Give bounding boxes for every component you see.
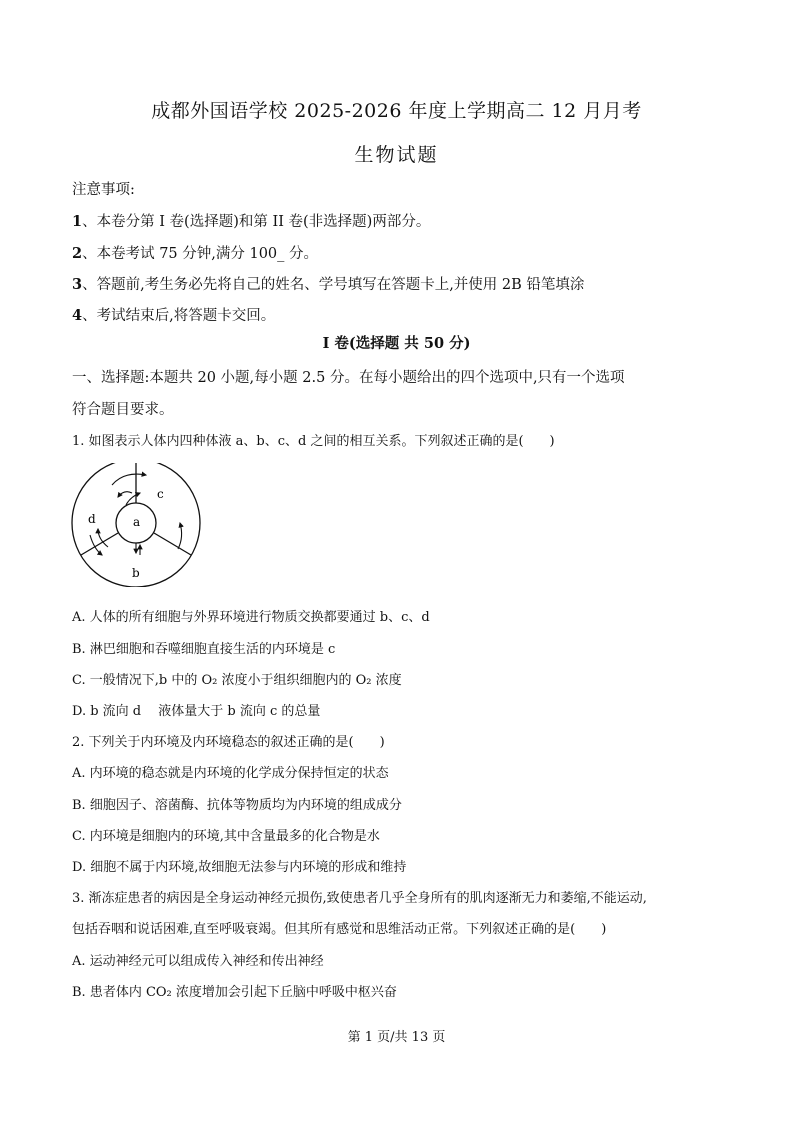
question-1-stem: 1. 如图表示人体内四种体液 a、b、c、d 之间的相互关系。下列叙述正确的是( ) — [72, 434, 555, 449]
note-item: 3、答题前,考生务必先将自己的姓名、学号填写在答题卡上,并使用 2B 铅笔填涂 — [72, 276, 585, 293]
question-2-option-c: C. 内环境是细胞内的环境,其中含量最多的化合物是水 — [72, 829, 380, 844]
label-b: b — [132, 566, 140, 580]
section-intro-line1: 一、选择题:本题共 20 小题,每小题 2.5 分。在每小题给出的四个选项中,只有一个选项 — [72, 370, 625, 386]
arrow-d-to-c — [112, 474, 146, 485]
question-1-option-a: A. 人体的所有细胞与外界环境进行物质交换都要通过 b、c、d — [72, 610, 430, 625]
question-3-option-b: B. 患者体内 CO₂ 浓度增加会引起下丘脑中呼吸中枢兴奋 — [72, 985, 397, 1000]
divider-right — [154, 533, 191, 555]
note-item: 2、本卷考试 75 分钟,满分 100_ 分。 — [72, 245, 319, 262]
question-1-option-b: B. 淋巴细胞和吞噬细胞直接生活的内环境是 c — [72, 642, 336, 657]
note-item: 4、考试结束后,将答题卡交回。 — [72, 307, 276, 324]
page-title: 成都外国语学校 2025-2026 年度上学期高二 12 月月考 — [151, 100, 642, 122]
question-3-stem-line2: 包括吞咽和说话困难,直至呼吸衰竭。但其所有感觉和思维活动正常。下列叙述正确的是( ) — [72, 922, 607, 937]
label-d: d — [88, 512, 96, 526]
question-2-option-b: B. 细胞因子、溶菌酶、抗体等物质均为内环境的组成成分 — [72, 798, 402, 813]
question-1-option-c: C. 一般情况下,b 中的 O₂ 浓度小于组织细胞内的 O₂ 浓度 — [72, 673, 402, 688]
question-3-option-a: A. 运动神经元可以组成传入神经和传出神经 — [72, 954, 324, 969]
label-a: a — [133, 515, 141, 529]
question-3-stem-line1: 3. 渐冻症患者的病因是全身运动神经元损伤,致使患者几乎全身所有的肌肉逐渐无力和萎缩,不能运动, — [72, 891, 647, 906]
section-intro-line2: 符合题目要求。 — [72, 402, 174, 418]
arrow-c-to-a — [118, 492, 132, 497]
question-2-stem: 2. 下列关于内环境及内环境稳态的叙述正确的是( ) — [72, 735, 385, 750]
question-2-option-a: A. 内环境的稳态就是内环境的化学成分保持恒定的状态 — [72, 766, 389, 781]
question-1-option-d: D. b 流向 d 液体量大于 b 流向 c 的总量 — [72, 704, 321, 719]
note-item: 1、本卷分第 I 卷(选择题)和第 II 卷(非选择题)两部分。 — [72, 213, 431, 230]
body-fluid-diagram — [68, 463, 210, 587]
arrow-b-to-c — [178, 523, 182, 549]
question-2-option-d: D. 细胞不属于内环境,故细胞无法参与内环境的形成和维持 — [72, 860, 407, 875]
section-title: I 卷(选择题 共 50 分) — [322, 335, 471, 352]
page-subtitle: 生物试题 — [354, 144, 439, 166]
notes-heading: 注意事项: — [72, 182, 135, 198]
page-footer: 第 1 页/共 13 页 — [347, 1030, 446, 1045]
label-c: c — [157, 487, 164, 501]
